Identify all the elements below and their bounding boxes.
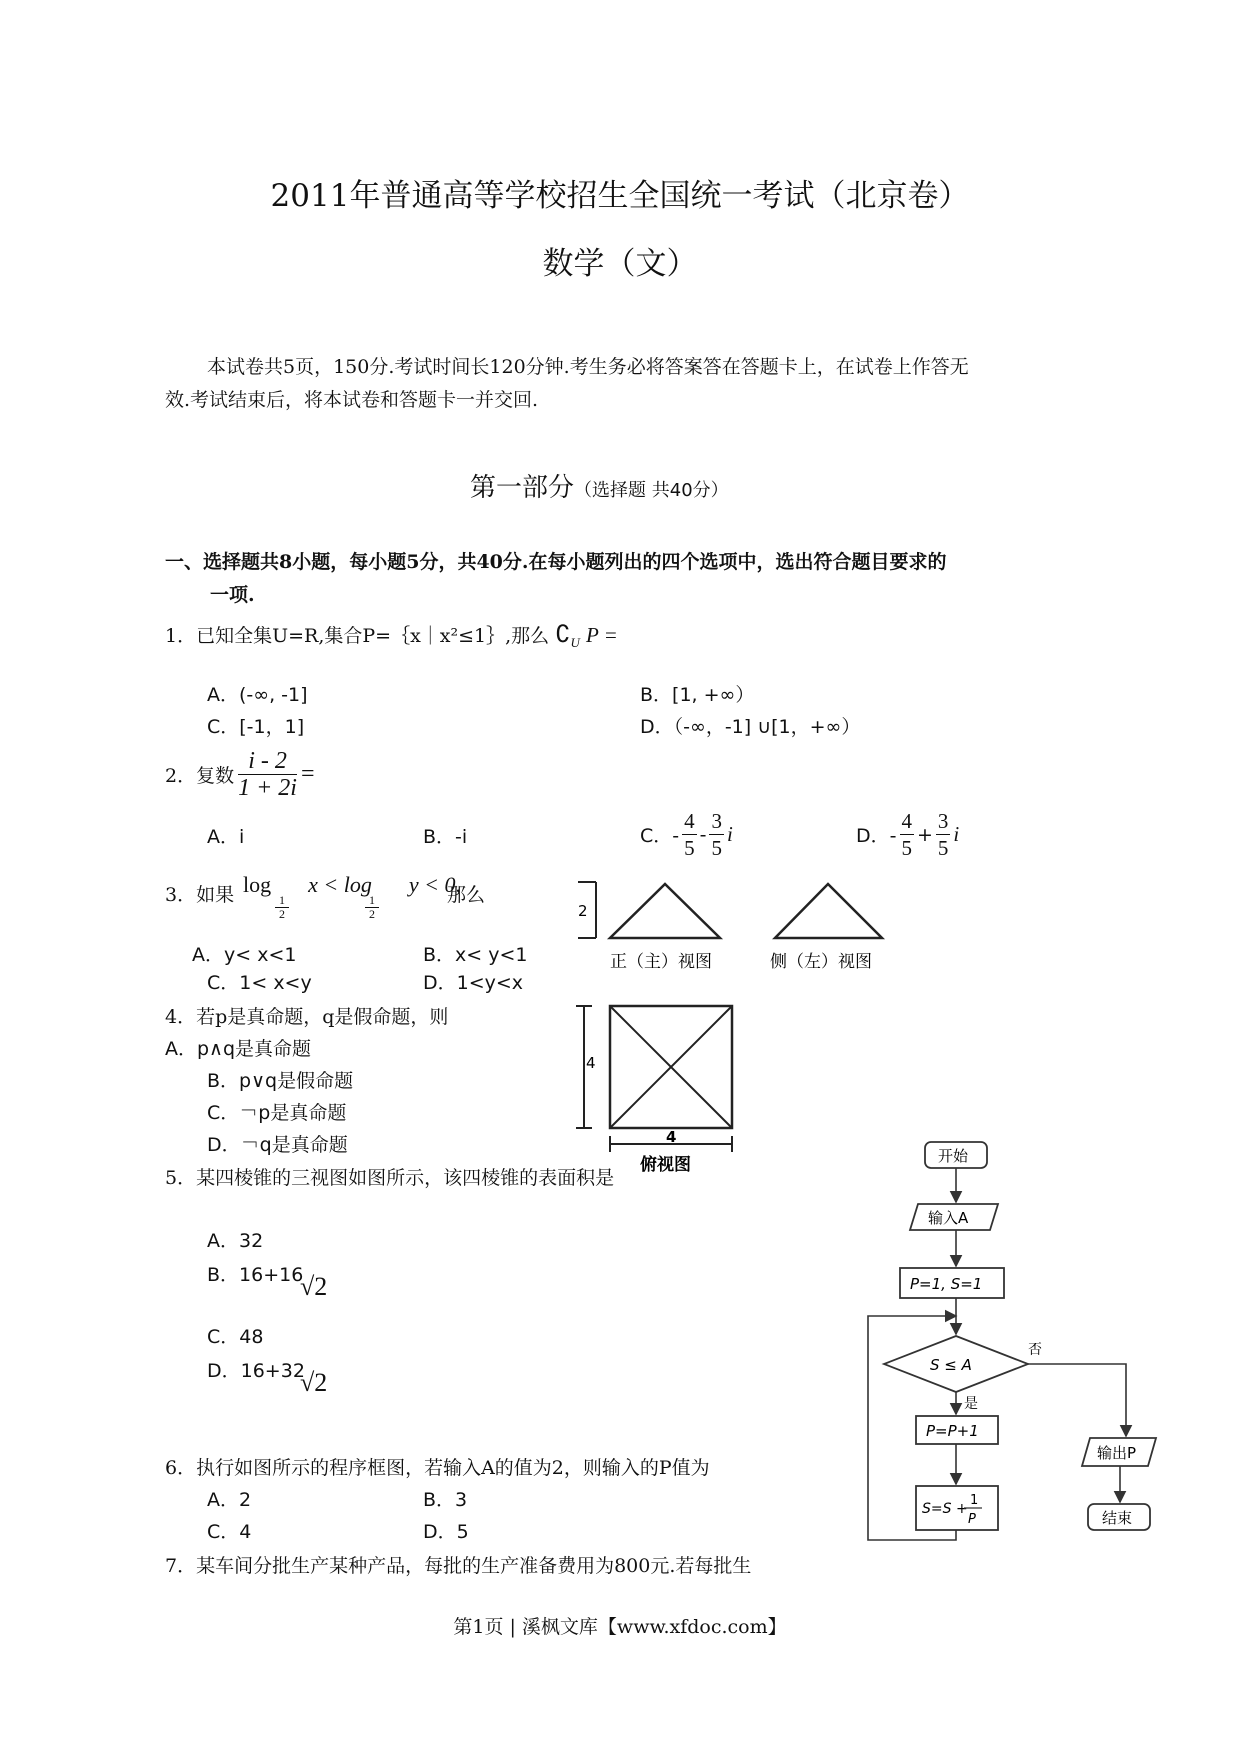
q2-option-a: A．i [207,826,245,848]
q1-option-b: B．[1, +∞） [640,684,755,706]
flow-output-label: 输出P [1097,1444,1137,1462]
q3-base-1-num: 1 [275,894,289,908]
q1-option-c: C．[-1，1] [207,716,305,738]
question-5-stem: 5．某四棱锥的三视图如图所示，该四棱锥的表面积是 [165,1167,615,1189]
complement-subscript: U [570,634,580,650]
front-view-triangle [610,884,720,938]
q2-c-frac-2-den: 5 [711,836,722,860]
q3-option-b: B．x< y<1 [423,944,528,966]
q2-equals: = [300,761,315,787]
q2-numerator: i - 2 [238,748,297,775]
page-footer: 第1页 | 溪枫文库【www.xfdoc.com】 [453,1616,787,1638]
flow-step2-label: S=S + [922,1501,968,1517]
section-instruction-line-2: 一项. [210,584,255,606]
question-2-stem: 2．复数 [165,765,235,787]
question-4-stem: 4．若p是真命题，q是假命题，则 [165,1006,449,1028]
flow-step1-label: P=P+1 [926,1422,979,1440]
q5-option-d: D．16+32 [207,1360,305,1382]
flow-step2-num: 1 [970,1493,979,1508]
question-1 [165,620,618,651]
q6-option-a: A．2 [207,1489,252,1511]
q3-option-a: A．y< x<1 [192,944,297,966]
question-6-stem: 6．执行如图所示的程序框图，若输入A的值为2，则输入的P值为 [165,1457,710,1479]
section-instruction-line-1: 一、选择题共8小题，每小题5分，共40分.在每小题列出的四个选项中，选出符合题目要求的 [165,551,947,573]
q4-option-c: C．￢p是真命题 [207,1102,347,1124]
page-title: 2011年普通高等学校招生全国统一考试（北京卷） [270,178,970,214]
q3-end: y < 0, [408,872,461,897]
q2-d-frac-2 [936,808,951,861]
height-label: 2 [578,902,588,920]
q2-denominator: 1 + 2i [238,775,297,801]
part-heading-note: （选择题 共40分） [574,480,729,501]
question-3-stem: 3．如果 [165,884,235,906]
q3-base-1 [275,894,289,921]
side-view-triangle [775,884,882,938]
q3-base-2-num: 1 [365,894,379,908]
q2-d-operator: + [917,823,933,846]
bottom-length-label: 4 [666,1128,677,1146]
q6-option-b: B．3 [423,1489,468,1511]
q2-d-frac-1-den: 5 [901,836,912,860]
q1-option-d: D．（-∞，-1] ∪[1，+∞） [640,716,861,738]
question-2-fraction [238,748,297,801]
q2-c-frac-1-den: 5 [684,836,695,860]
question-2 [165,748,315,801]
side-length-label: 4 [586,1054,596,1072]
q2-c-frac-1-num: 4 [684,809,695,833]
page-subtitle: 数学（文） [542,246,698,282]
question-1-stem: 1．已知全集U=R,集合P=｛x｜x²≤1｝,那么 [165,625,550,647]
q2-option-c [640,808,733,861]
three-view-figure [570,870,910,1180]
q4-option-a: A．p∧q是真命题 [165,1038,312,1060]
q2-d-imag: i [953,822,960,846]
q2-d-frac-1 [900,808,915,861]
complement-symbol: ∁ [555,622,571,648]
q2-d-frac-2-den: 5 [937,836,949,860]
flow-arrow-no [1028,1364,1126,1436]
flowchart-figure [860,1140,1160,1560]
front-view-label: 正（主）视图 [610,952,712,972]
q2-option-b: B．-i [423,826,468,848]
flow-no-label: 否 [1028,1342,1042,1358]
q1-option-a: A．(-∞, -1] [207,684,308,706]
q2-c-prefix: C．- [640,825,680,847]
part-heading [470,467,729,504]
q4-option-d: D．￢q是真命题 [207,1134,348,1156]
flow-step2-den: P [968,1512,976,1527]
q5-option-d-sqrt: √2 [300,1368,328,1397]
q6-option-d: D．5 [423,1521,469,1543]
q5-option-c: C．48 [207,1326,264,1348]
part-heading-main: 第一部分 [470,473,575,503]
flow-condition-label: S ≤ A [930,1356,972,1374]
q4-option-b: B．p∨q是假命题 [207,1070,354,1092]
flow-init-label: P=1, S=1 [910,1275,983,1293]
q3-log-1: log [243,872,272,897]
top-view-label: 俯视图 [640,1155,691,1175]
q2-d-frac-2-num: 3 [937,809,949,833]
q2-c-operator: - [699,823,707,846]
q5-option-b: B．16+16 [207,1264,304,1286]
q2-c-frac-2-num: 3 [711,809,722,833]
q2-d-frac-1-num: 4 [901,809,912,833]
q3-option-d: D．1<y<x [423,972,524,994]
question-7-stem: 7．某车间分批生产某种产品，每批的生产准备费用为800元.若每批生 [165,1555,752,1577]
q2-c-frac-2 [709,808,724,861]
flow-start-label: 开始 [938,1147,969,1165]
flow-end-label: 结束 [1102,1509,1133,1527]
q3-middle: x < log [308,872,372,897]
q5-option-a: A．32 [207,1230,264,1252]
flow-input-label: 输入A [928,1209,969,1227]
q3-base-1-den: 2 [279,907,285,921]
question-1-tail: P = [585,623,618,647]
q2-c-frac-1 [682,808,697,861]
q3-base-2-den: 2 [369,907,375,921]
q5-option-b-sqrt: √2 [300,1272,328,1301]
q2-d-prefix: D．- [856,825,897,847]
q2-option-d [856,808,959,861]
flow-yes-label: 是 [964,1396,978,1412]
q3-base-2 [365,894,379,921]
q2-c-imag: i [726,822,733,846]
q3-option-c: C．1< x<y [207,972,312,994]
question-3-tail: 那么 [447,884,486,906]
q6-option-c: C．4 [207,1521,252,1543]
intro-line-2: 效.考试结束后，将本试卷和答题卡一并交回. [165,389,539,411]
side-view-label: 侧（左）视图 [770,952,872,972]
intro-line-1: 本试卷共5页，150分.考试时间长120分钟.考生务必将答案答在答题卡上，在试卷上作答无 [207,356,969,378]
